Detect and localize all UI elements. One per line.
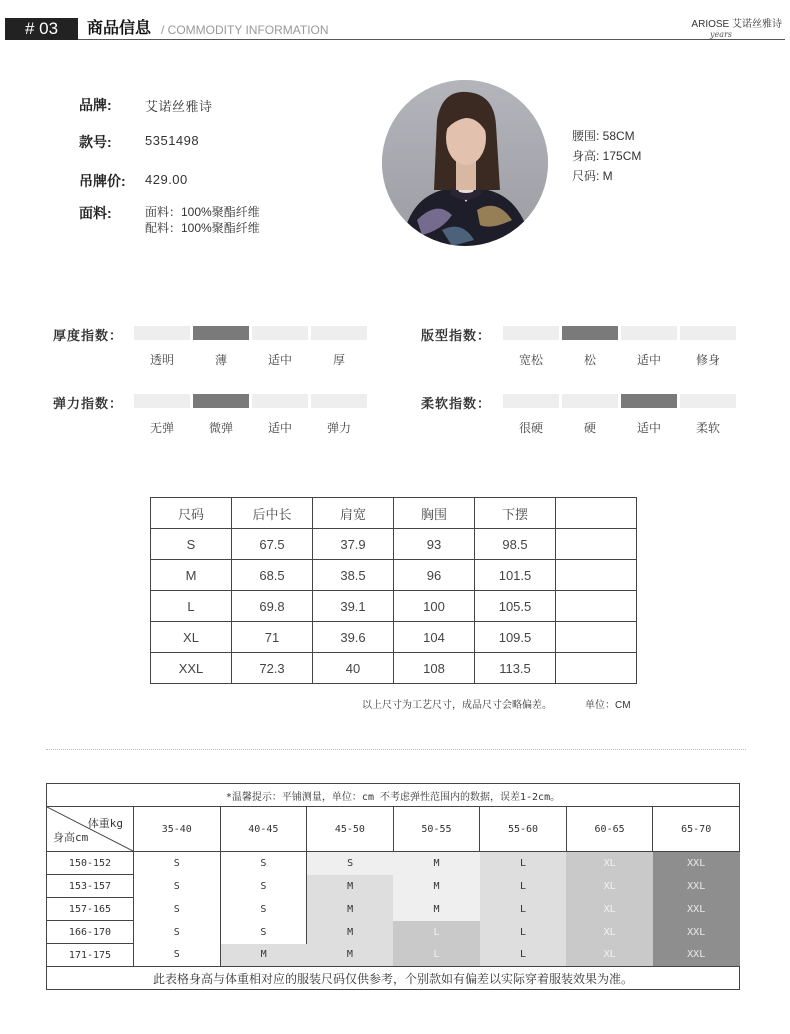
size-table-row — [151, 529, 637, 560]
reference-row — [47, 852, 740, 875]
size-cell: XXL — [653, 921, 740, 944]
table-cell: 93 — [394, 529, 475, 560]
section-number: # 03 — [5, 18, 78, 40]
size-cell: M — [393, 875, 480, 898]
size-cell: XL — [566, 921, 653, 944]
size-cell: L — [480, 944, 567, 967]
section-title: 商品信息 — [87, 20, 152, 37]
table-cell — [556, 653, 637, 684]
table-cell: 105.5 — [475, 591, 556, 622]
size-table-header — [151, 498, 637, 529]
table-cell: 38.5 — [313, 560, 394, 591]
size-cell: M — [307, 898, 394, 921]
table-cell: 100 — [394, 591, 475, 622]
price-value: 429.00 — [145, 172, 188, 187]
height-range: 157-165 — [47, 898, 134, 921]
weight-range-header: 55-60 — [480, 807, 567, 852]
reference-row — [47, 944, 740, 967]
size-cell: L — [393, 921, 480, 944]
table-cell: M — [151, 560, 232, 591]
table-cell: 71 — [232, 622, 313, 653]
reference-row — [47, 921, 740, 944]
table-cell — [556, 498, 637, 529]
height-range: 150-152 — [47, 852, 134, 875]
table-cell: 68.5 — [232, 560, 313, 591]
size-cell: S — [134, 898, 221, 921]
fit-bar-segment — [680, 326, 736, 340]
size-cell: XXL — [653, 852, 740, 875]
size-cell: L — [480, 898, 567, 921]
size-cell: S — [220, 898, 307, 921]
size-cell: XXL — [653, 898, 740, 921]
size-table-row — [151, 622, 637, 653]
table-cell: 下摆 — [475, 498, 556, 529]
table-cell: 67.5 — [232, 529, 313, 560]
elasticity-bar-segment — [311, 394, 367, 408]
size-table-row — [151, 591, 637, 622]
elasticity-option-label: 弹力 — [326, 421, 351, 435]
fit-bar-segment — [562, 326, 618, 340]
elasticity-bar-segment — [252, 394, 308, 408]
elasticity-bar-segment — [134, 394, 190, 408]
model-illustration — [382, 80, 548, 246]
softness-option-label: 柔软 — [695, 421, 720, 435]
table-cell — [556, 529, 637, 560]
size-cell: M — [393, 852, 480, 875]
thickness-bar-segment — [134, 326, 190, 340]
elasticity-option-label: 无弹 — [149, 421, 174, 435]
table-cell: 72.3 — [232, 653, 313, 684]
logo-cn: 艾诺丝雅诗 — [732, 19, 782, 30]
table-cell — [556, 560, 637, 591]
fit-option-label: 宽松 — [518, 353, 543, 367]
dotted-divider — [46, 749, 746, 750]
fabric-line-2: 配料：100%聚酯纤维 — [145, 221, 260, 235]
softness-bar-segment — [562, 394, 618, 408]
weight-range-header: 35-40 — [134, 807, 221, 852]
size-cell: M — [307, 944, 394, 967]
size-cell: M — [307, 921, 394, 944]
table-cell: 肩宽 — [313, 498, 394, 529]
weight-range-header: 50-55 — [393, 807, 480, 852]
softness-bar-segment — [621, 394, 677, 408]
weight-range-header: 40-45 — [220, 807, 307, 852]
elasticity-option-label: 微弹 — [208, 421, 233, 435]
reference-hint: *温馨提示：平铺测量，单位：cm 不考虑弹性范围内的数据，误差1-2cm。 — [47, 784, 740, 807]
softness-option-label: 适中 — [636, 421, 661, 435]
size-cell: S — [134, 852, 221, 875]
height-range: 153-157 — [47, 875, 134, 898]
size-cell: S — [307, 852, 394, 875]
fit-option-label: 松 — [583, 353, 596, 367]
height-range: 166-170 — [47, 921, 134, 944]
size-table-row — [151, 560, 637, 591]
thickness-bar-segment — [311, 326, 367, 340]
table-cell: 104 — [394, 622, 475, 653]
size-cell: L — [393, 944, 480, 967]
size-table-row — [151, 653, 637, 684]
size-cell: XL — [566, 944, 653, 967]
size-cell: L — [480, 921, 567, 944]
model-size: 尺码: M — [572, 169, 613, 183]
size-cell: S — [134, 921, 221, 944]
header-divider — [78, 39, 785, 40]
size-cell: XXL — [653, 944, 740, 967]
size-cell: S — [220, 875, 307, 898]
size-cell: XL — [566, 898, 653, 921]
thickness-bar-segment — [252, 326, 308, 340]
table-cell: S — [151, 529, 232, 560]
fit-index-label: 版型指数： — [421, 328, 492, 343]
table-cell: 40 — [313, 653, 394, 684]
elasticity-index-label: 弹力指数： — [53, 396, 124, 411]
table-cell: 108 — [394, 653, 475, 684]
size-cell: XL — [566, 852, 653, 875]
height-range: 171-175 — [47, 944, 134, 967]
model-waist: 腰围: 58CM — [572, 129, 635, 143]
size-unit: 单位：CM — [585, 700, 631, 711]
table-cell: 39.1 — [313, 591, 394, 622]
size-cell: L — [480, 852, 567, 875]
size-cell: M — [220, 944, 307, 967]
table-cell: 尺码 — [151, 498, 232, 529]
fabric-line-1: 面料：100%聚酯纤维 — [145, 205, 260, 219]
thickness-bar-segment — [193, 326, 249, 340]
softness-index-label: 柔软指数： — [421, 396, 492, 411]
table-cell: 109.5 — [475, 622, 556, 653]
size-cell: S — [134, 944, 221, 967]
fit-option-label: 修身 — [695, 353, 720, 367]
weight-range-header: 65-70 — [653, 807, 740, 852]
table-cell: 37.9 — [313, 529, 394, 560]
reference-row — [47, 898, 740, 921]
fit-option-label: 适中 — [636, 353, 661, 367]
size-cell: M — [307, 875, 394, 898]
thickness-option-label: 厚 — [332, 353, 345, 367]
table-cell: 101.5 — [475, 560, 556, 591]
size-cell: S — [220, 852, 307, 875]
style-label: 款号: — [79, 134, 112, 150]
size-reference-table — [46, 783, 740, 990]
elasticity-option-label: 适中 — [267, 421, 292, 435]
table-cell: XL — [151, 622, 232, 653]
table-corner — [47, 807, 134, 852]
table-cell — [556, 622, 637, 653]
softness-option-label: 硬 — [583, 421, 596, 435]
thickness-option-label: 透明 — [149, 353, 174, 367]
table-cell: XXL — [151, 653, 232, 684]
model-height: 身高: 175CM — [572, 149, 642, 163]
reference-footer: 此表格身高与体重相对应的服装尺码仅供参考，个别款如有偏差以实际穿着服装效果为准。 — [47, 967, 740, 990]
softness-bar-segment — [503, 394, 559, 408]
size-cell: L — [480, 875, 567, 898]
style-value: 5351498 — [145, 133, 200, 148]
weight-range-header: 60-65 — [566, 807, 653, 852]
model-portrait — [382, 80, 548, 246]
size-cell: XXL — [653, 875, 740, 898]
brand-label: 品牌: — [79, 97, 112, 113]
table-cell: 113.5 — [475, 653, 556, 684]
softness-bar-segment — [680, 394, 736, 408]
fabric-label: 面料: — [79, 205, 112, 221]
size-cell: S — [134, 875, 221, 898]
softness-option-label: 很硬 — [518, 421, 543, 435]
size-note: 以上尺寸为工艺尺寸，成品尺寸会略偏差。 — [362, 700, 552, 711]
brand-value: 艾诺丝雅诗 — [145, 99, 213, 114]
elasticity-bar-segment — [193, 394, 249, 408]
reference-row — [47, 875, 740, 898]
table-cell: 39.6 — [313, 622, 394, 653]
thickness-option-label: 薄 — [214, 353, 227, 367]
logo-latin: ARIOSE — [691, 19, 730, 30]
thickness-index-label: 厚度指数： — [53, 328, 124, 343]
logo-years: years — [710, 30, 732, 39]
size-cell: XL — [566, 875, 653, 898]
table-cell: 98.5 — [475, 529, 556, 560]
weight-axis-label: 体重kg — [87, 817, 123, 830]
price-label: 吊牌价: — [79, 173, 126, 189]
height-axis-label: 身高cm — [53, 831, 89, 844]
size-cell: M — [393, 898, 480, 921]
table-cell: 后中长 — [232, 498, 313, 529]
fit-bar-segment — [503, 326, 559, 340]
table-cell: 69.8 — [232, 591, 313, 622]
brand-logo — [691, 20, 782, 40]
table-cell: 胸围 — [394, 498, 475, 529]
weight-range-header: 45-50 — [307, 807, 394, 852]
size-cell: S — [220, 921, 307, 944]
table-cell — [556, 591, 637, 622]
fit-bar-segment — [621, 326, 677, 340]
thickness-option-label: 适中 — [267, 353, 292, 367]
size-table — [150, 497, 637, 684]
section-subtitle: / COMMODITY INFORMATION — [161, 23, 329, 37]
table-cell: L — [151, 591, 232, 622]
table-cell: 96 — [394, 560, 475, 591]
